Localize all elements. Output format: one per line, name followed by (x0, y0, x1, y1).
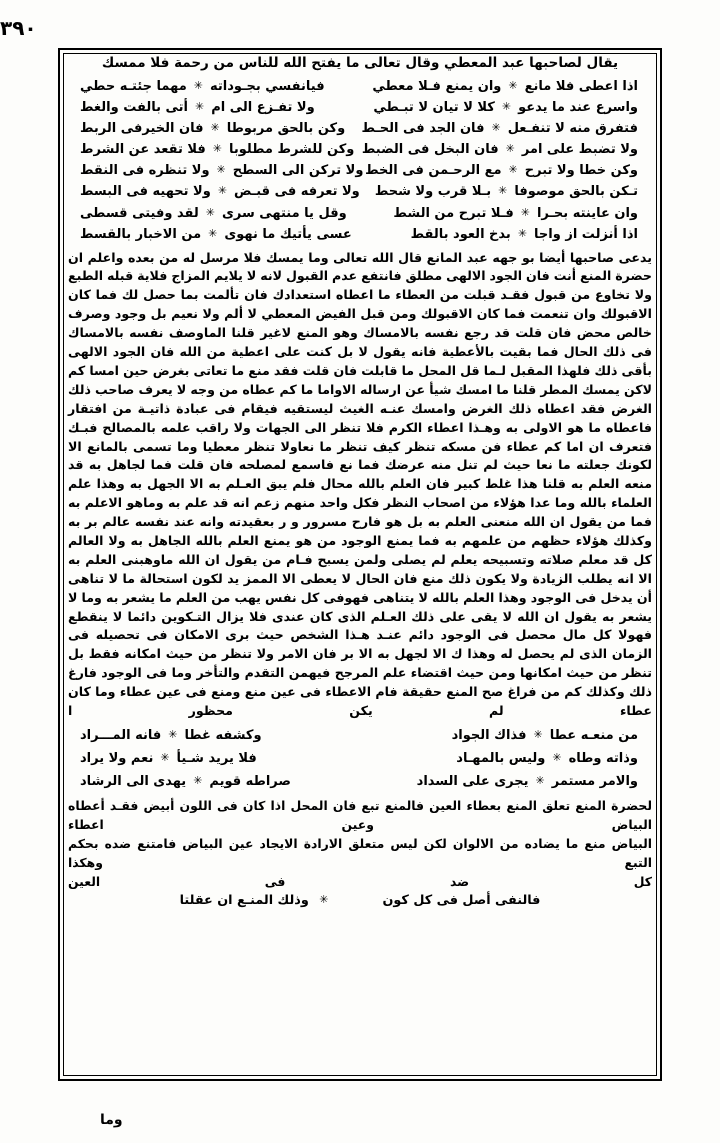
prose-tail-paragraph: لحضرة المنع تعلق المنع بعطاء العين فالمنع تبع فان المحل اذا كان فى اللون أبيض فقـد أعطاه البياض وعين اعطاء (68, 798, 652, 833)
hemistich-segment: مهما جئتـه حطي (80, 79, 187, 95)
prose-tail-orphan: كل ضد فى العين (68, 873, 652, 889)
hemistich-segment: فـلا تبرح من الشط (393, 205, 514, 221)
heading-line: يقال لصاحبها عبد المعطي وقال تعالى ما يفتح الله للناس من رحمة فلا ممسك (101, 55, 619, 71)
hemistich-second (80, 224, 352, 245)
final-verse-line (68, 891, 652, 911)
poem-top (68, 76, 652, 244)
poem-row (74, 770, 646, 793)
hemistich-first (393, 203, 638, 224)
poem-row (74, 724, 646, 747)
hemistich-segment: وان عاينته بحـرا (536, 205, 638, 221)
hemistich-segment: ولا تركن الى السطح (232, 163, 364, 179)
hemistich-segment: فان البخل فى الضبط (361, 142, 499, 158)
prose-tail (68, 797, 652, 911)
star-separator-icon: ✳ (210, 121, 220, 135)
hemistich-segment: تـكن بالحق موصوفا (514, 184, 638, 200)
hemistich-first (456, 747, 638, 770)
hemistich-first (417, 770, 638, 793)
hemistich-segment: مع الرحـمن فى الخط (365, 163, 502, 179)
hemistich-segment: من الاخبار بالقسط (80, 226, 202, 242)
prose-main (68, 249, 652, 721)
final-verse-right-group (180, 891, 335, 911)
poem-row (74, 76, 646, 97)
hemistich-segment: فتفرق منه لا تنفـعل (507, 121, 638, 137)
prose-tail-paragraph: البياض منع ما يضاده من الالوان لكن ليس متعلق الارادة الايجاد عين البياض فامتنع ضده بحكم التبع وهكذا (68, 835, 652, 870)
hemistich-segment: وقل يا منتهى سرى (221, 205, 347, 221)
hemistich-segment: وذاته وطاه (568, 750, 638, 766)
hemistich-segment: اذا أنزلت از واجا (534, 226, 638, 242)
star-separator-icon: ✳ (505, 142, 515, 156)
poem-row (74, 747, 646, 770)
hemistich-second (80, 181, 360, 202)
hemistich-segment: كلا لا تيان لا تبـطي (373, 100, 495, 116)
hemistich-segment: عسى يأتيك ما نهوى (224, 226, 352, 242)
hemistich-segment: فذاك الجواد (451, 727, 527, 743)
hemistich-segment: ولا تحهيه فى البسط (80, 184, 211, 200)
poem-row (74, 139, 646, 160)
star-separator-icon: ✳ (491, 121, 501, 135)
hemistich-segment: ولا تضبط على امر (521, 142, 638, 158)
hemistich-first (375, 181, 638, 202)
star-separator-icon: ✳ (193, 774, 203, 788)
star-separator-icon: ✳ (533, 727, 543, 741)
hemistich-segment: اذا اعطى فلا مانع (524, 79, 638, 95)
hemistich-second (80, 139, 354, 160)
hemistich-segment: فان الجد فى الحـط (361, 121, 485, 137)
poem-row (74, 160, 646, 181)
hemistich-second (80, 747, 257, 770)
hemistich-segment: فلا يريد شـيأ (176, 750, 257, 766)
hemistich-second (80, 203, 347, 224)
star-separator-icon: ✳ (160, 750, 170, 764)
star-separator-icon: ✳ (217, 184, 228, 198)
star-separator-icon: ✳ (212, 142, 222, 156)
page-content (68, 54, 652, 1075)
star-separator-icon: ✳ (517, 226, 528, 240)
hemistich-second (80, 770, 291, 793)
star-separator-icon: ✳ (508, 163, 518, 177)
hemistich-first (452, 724, 638, 747)
hemistich-segment: بدخ العود بالقط (410, 226, 511, 242)
hemistich-segment: وكشفه غطا (184, 727, 262, 743)
hemistich-second (80, 160, 363, 181)
hemistich-segment: وكن بالحق مربوطا (226, 121, 346, 137)
poem-row (74, 118, 646, 139)
final-verse-right: وذلك المنـع ان عقلتا (179, 893, 309, 909)
hemistich-segment: ولا تنظره فى النقط (80, 163, 210, 179)
poem-row (74, 203, 646, 224)
hemistich-segment: وكن خطا ولا تبرح (524, 163, 638, 179)
hemistich-segment: يجرى على السداد (416, 774, 529, 790)
star-separator-icon: ✳ (535, 774, 545, 788)
poem-bottom (68, 724, 652, 793)
hemistich-second (80, 76, 325, 97)
hemistich-segment: من منعـه عطا (549, 727, 638, 743)
catchword: وما (100, 1112, 123, 1128)
hemistich-segment: فانه المـــراد (80, 727, 162, 743)
star-separator-icon: ✳ (520, 205, 530, 219)
star-separator-icon: ✳ (193, 79, 203, 93)
hemistich-second (80, 97, 315, 118)
hemistich-second (80, 118, 345, 139)
hemistich-first (365, 160, 638, 181)
page-number: ٣٩٠ (0, 16, 37, 40)
final-verse-left: فالنفى أصل فى كل كون (382, 893, 541, 909)
hemistich-segment: ولا تفـزع الى ام (211, 100, 315, 116)
hemistich-segment: ولا تعرفه فى قبـض (234, 184, 360, 200)
star-separator-icon: ✳ (552, 750, 562, 764)
hemistich-segment: يهدى الى الرشاد (80, 774, 187, 790)
star-separator-icon: ✳ (508, 79, 518, 93)
hemistich-second (80, 724, 262, 747)
hemistich-segment: وان يمنع فـلا معطي (372, 79, 502, 95)
star-separator-icon: ✳ (194, 100, 205, 114)
hemistich-segment: فيانفسي بجـوداته (210, 79, 325, 95)
hemistich-segment: صراطه قويم (209, 774, 291, 790)
star-separator-icon: ✳ (498, 184, 508, 198)
poem-row (74, 224, 646, 245)
poem-row (74, 181, 646, 202)
star-separator-icon: ✳ (168, 727, 178, 741)
hemistich-segment: أتى بالفت والغط (80, 100, 188, 116)
hemistich-segment: والامر مستمر (551, 774, 638, 790)
poem-row (74, 97, 646, 118)
hemistich-first (373, 97, 638, 118)
hemistich-segment: نعم ولا يراد (80, 750, 154, 766)
hemistich-segment: فلا تقعد عن الشرط (80, 142, 206, 158)
star-separator-icon: ✳ (208, 226, 218, 240)
star-separator-icon: ✳ (205, 205, 215, 219)
hemistich-segment: وليس بالمهـاد (456, 750, 546, 766)
hemistich-segment: بـلا قرب ولا شحط (374, 184, 492, 200)
hemistich-first (361, 118, 638, 139)
hemistich-first (372, 76, 638, 97)
hemistich-segment: واسرع عند ما يدعو (518, 100, 638, 116)
hemistich-segment: وكن للشرط مطلوبا (229, 142, 355, 158)
hemistich-first (411, 224, 638, 245)
hemistich-segment: لقد وفيتى قسطى (80, 205, 199, 221)
hemistich-segment: فان الخيرفى الربط (80, 121, 204, 137)
hemistich-first (362, 139, 638, 160)
star-separator-icon: ✳ (501, 100, 512, 114)
prose-paragraph: يدعى صاحبها أيضا بو جهه عبد المانع قال الله تعالى وما يمسك فلا مرسل له من بعده واعلم ان حضرة المنع أنت فان الجود الالهى مطلق فانتفع عدم القبول لانه لا يلايم المزاج فلاية قبله الطبع ولا تخاوع من قبول فقـد قبلت من العطاء ما اعطاه استعدادك فان تألمت بما حصل لك فما كان الاقبولك وان تنعمت فما كان الاقبولك ومن قبل الفيض المعطي لا ألم ولا نعيم بل وجود وصرف خالص محض فان قلت قد رجع نفسه بالامساك وهو المنع لاغير قلنا الماوصف نفسه بالامساك فى ذلك الحال فما بقيت بالأعطية فانه يقول لا بل كنت على اعطية من الله فان الجود الالهى بأقى ذلك فلهذا المقبل لـما قل المحل ما قابلت فان قلت فقد منع ما تعاتى بغرض حين امسا كم لاكن يمسك المطر قلنا ما امسك شيأ عن ارساله الاواما ما كم عطاه من وجه لا يعرف صاحب ذلك الغرض فقد اعطاه ذلك الغرض وامسك عنـه الغيث ليستقيه فيقام فى عبادة ذاتيـة من افتقار فاعطاه ما هو الاولى به وهـذا اعطاء الكرم فلا تنظر الى الجهات ولا راقب علمه بالمصالح فبـك فتعرف ان اما كم عطاء فن مسكه تنظر كيف تنظر ما نعاولا تنظر معطيا وما تسمى بالمانع الا لكونك جعلته ما نعا حيث لم تنل منه عرضك فما نع فاسمع لمصلحه فان قلت فما لجاهل به قد منعه العلم به قلنا هذا غلط كبير فان العلم بالله محال فلم يبق العـلم به الا الجهل به وهذا علم العلماء بالله وما عدا هؤلاء من اصحاب النظر فكل واحد منهم زعم انه قد علم به وماهو الاعلم به فما من يقول ان الله منعنى العلم به بل هو فارح مسرور و ر بعقيدته وانه عند نفسه عالم بر به وكذلك هؤلاء حظهم من علمهم به فما يمنع الوجود من هو يمنع العلم بالله الجاهل به ولا العالم كل قد معلم صلاته وتسبيحه يعلم لم يصلى ولمن يسبح فـام من يقول ان الله ماوهبنى العلم به الا انه يطلب الزيادة ولا يكون ذلك منع فان الحال لا يعطى الا الممز يد لكون استحالة ما لا تناهى أن يدخل فى الوجود وهذا العلم بالله لا يتناهى فهوفى كل نفس يهب من العلم ما يشعر به وما لا يشعر به يقول ان الله لا يقى على ذلك العـلم الذى كان عندى فلا يزال التـكوين دائما لا ينقطع فهولا كل مال محصل فى الوجود دائم عنـد هـذا الشخص حيث برى الامكان فى تحصيله فى الزمان الذى لم يحصل له وهذا ك الا لجهل به الا بر فان الامر ولا تنظر من حيث امكانه فقط بل تنظر من حيث امكانها ومن حيث اقتضاء علم المرجح فيهمن التقدم والتأخر وما فى الوجود فارغ ذلك وكذلك كم من فراغ صح المنع حقيقة فام الاعطاء فى عين منع ومنع فى عين عطاء وما كان عطاء لم يكن محظور ا (68, 249, 652, 718)
star-separator-icon: ✳ (319, 893, 329, 907)
star-separator-icon: ✳ (216, 163, 226, 177)
